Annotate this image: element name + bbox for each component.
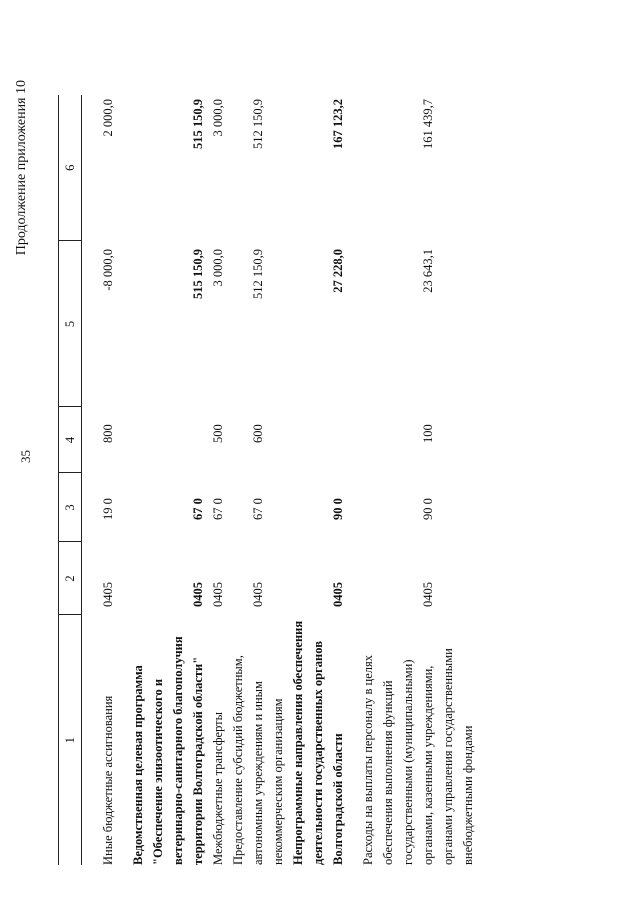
row-sum1: -8 000,0 xyxy=(101,249,115,291)
column-header: 4 xyxy=(59,407,82,473)
row-name: Иные бюджетные ассигнования xyxy=(101,695,115,865)
row-csr: 19 0 xyxy=(101,498,115,520)
row-sum2: 512 150,9 xyxy=(251,99,265,149)
budget-table xyxy=(58,95,478,865)
row-vr: 500 xyxy=(211,424,225,443)
row-sum1: 3 000,0 xyxy=(211,249,225,287)
page-number: 35 xyxy=(18,450,33,463)
column-header: 2 xyxy=(59,542,82,615)
row-code: 0405 xyxy=(101,582,115,607)
row-sum2: 167 123,2 xyxy=(331,99,345,149)
row-sum1: 27 228,0 xyxy=(331,249,345,293)
table-row xyxy=(358,95,478,865)
row-sum2: 515 150,9 xyxy=(191,99,205,149)
table-row xyxy=(228,95,288,865)
row-name: Предоставление субсидий бюджетным, автономным учреждениям и иным некоммерческим организациям xyxy=(231,655,285,865)
column-header: 3 xyxy=(59,473,82,542)
table-row xyxy=(128,95,208,865)
column-header: 5 xyxy=(59,241,82,407)
row-sum2: 3 000,0 xyxy=(211,99,225,137)
row-vr xyxy=(288,407,348,473)
row-sum1: 23 643,1 xyxy=(421,249,435,293)
row-csr: 90 0 xyxy=(421,498,435,520)
row-code: 0405 xyxy=(191,582,205,607)
table-header-row xyxy=(59,95,82,865)
row-code: 0405 xyxy=(211,582,225,607)
row-code: 0405 xyxy=(251,582,265,607)
row-csr: 67 0 xyxy=(251,498,265,520)
row-csr: 67 0 xyxy=(191,498,205,520)
appendix-title: Продолжение приложения 10 xyxy=(14,80,29,256)
row-name: Межбюджетные трансферты xyxy=(211,711,225,865)
row-csr: 67 0 xyxy=(211,498,225,520)
row-name: Непрограммные направления обеспечения деятельности государственных органов Волгоградской области xyxy=(291,620,345,865)
row-vr: 800 xyxy=(101,424,115,443)
row-csr: 90 0 xyxy=(331,498,345,520)
row-name: Ведомственная целевая программа "Обеспечение эпизоотического и ветеринарно-санитарного благополучия территории Волгоградской области" xyxy=(131,636,205,865)
table-row xyxy=(208,95,228,865)
row-name: Расходы на выплаты персоналу в целях обеспечения выполнения функций государственными (муниципальными) органами, казенными учреждениями, органами управления государственными внебюджетными фондами xyxy=(361,648,475,865)
row-sum2: 161 439,7 xyxy=(421,99,435,149)
row-vr xyxy=(128,407,208,473)
row-vr: 100 xyxy=(421,424,435,443)
row-code: 0405 xyxy=(331,582,345,607)
row-code: 0405 xyxy=(421,582,435,607)
table-row xyxy=(288,95,348,865)
row-sum1: 515 150,9 xyxy=(191,249,205,299)
row-sum2: 2 000,0 xyxy=(101,99,115,137)
row-vr: 600 xyxy=(251,424,265,443)
column-header: 1 xyxy=(59,615,82,865)
column-header: 6 xyxy=(59,95,82,241)
row-sum1: 512 150,9 xyxy=(251,249,265,299)
table-row xyxy=(82,95,119,865)
